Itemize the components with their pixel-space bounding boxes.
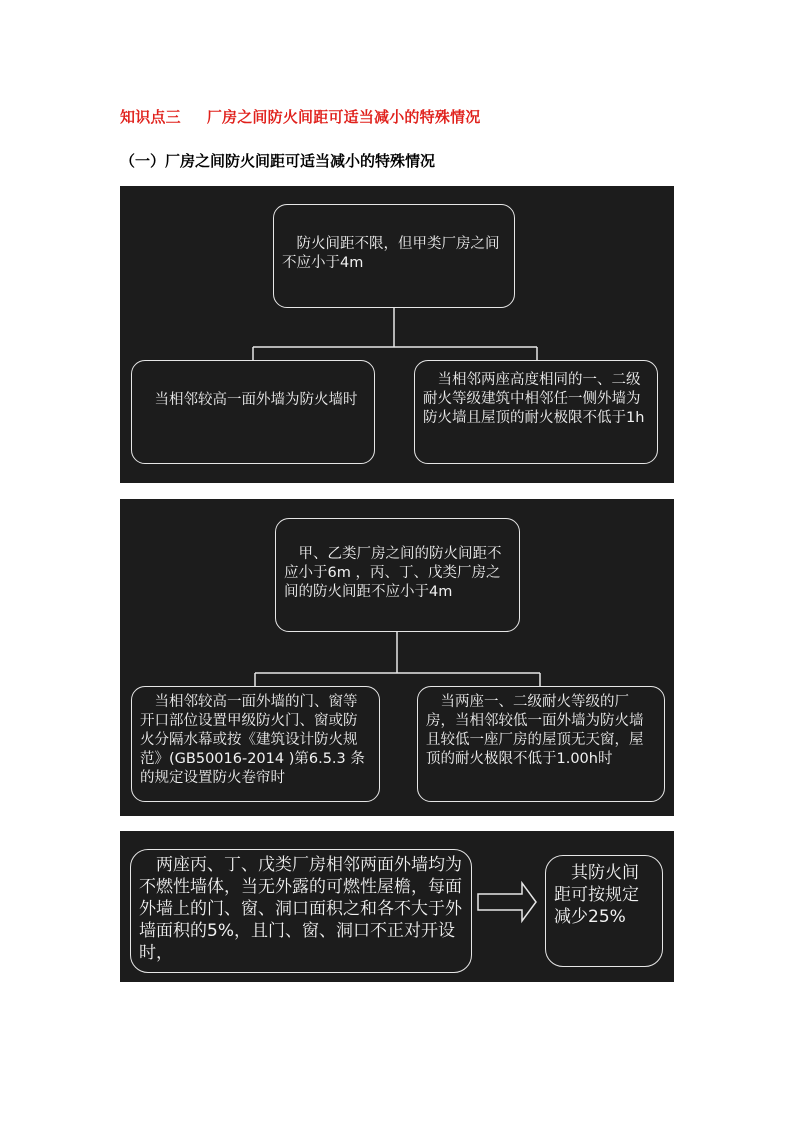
diagram-panel-2 — [120, 499, 674, 816]
section-heading — [120, 106, 480, 127]
diagram-box-right: 当相邻两座高度相同的一、二级耐火等级建筑中相邻任一侧外墙为防火墙且屋顶的耐火极限不低于1h — [414, 360, 658, 464]
section-heading-title: 厂房之间防火间距可适当减小的特殊情况 — [206, 108, 481, 126]
diagram-box-right: 当两座一、二级耐火等级的厂房，当相邻较低一面外墙为防火墙且较低一座厂房的屋顶无天窗，屋顶的耐火极限不低于1.00h时 — [417, 686, 665, 802]
section-heading-label: 知识点三 — [120, 108, 181, 126]
diagram-panel-3 — [120, 831, 674, 982]
diagram-panel-1 — [120, 186, 674, 483]
diagram-box-right: 其防火间距可按规定减少25% — [545, 855, 663, 967]
diagram-box-top: 甲、乙类厂房之间的防火间距不应小于6m ，丙、丁、戊类厂房之间的防火间距不应小于4m — [275, 518, 520, 632]
subsection-heading: （一）厂房之间防火间距可适当减小的特殊情况 — [120, 152, 436, 170]
diagram-box-left: 当相邻较高一面外墙的门、窗等开口部位设置甲级防火门、窗或防火分隔水幕或按《建筑设计防火规范》(GB50016-2014 )第6.5.3 条的规定设置防火卷帘时 — [131, 686, 380, 802]
diagram-box-left: 当相邻较高一面外墙为防火墙时 — [131, 360, 375, 464]
diagram-box-left: 两座丙、丁、戊类厂房相邻两面外墙均为不燃性墙体，当无外露的可燃性屋檐，每面外墙上的门、窗、洞口面积之和各不大于外墙面积的5%，且门、窗、洞口不正对开设时， — [130, 849, 472, 973]
diagram-box-top: 防火间距不限，但甲类厂房之间不应小于4m — [273, 204, 515, 308]
